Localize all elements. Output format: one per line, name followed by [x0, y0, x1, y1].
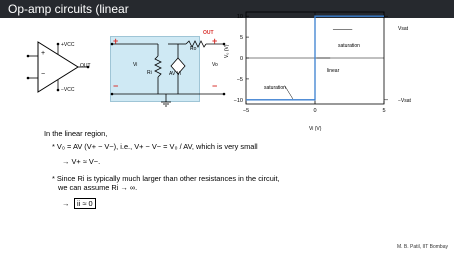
y-tick-label: −5 — [236, 76, 243, 83]
opamp-minus-vcc: −VCC — [61, 87, 75, 93]
opamp-symbol — [14, 34, 104, 104]
text-line-6-arrow: → — [62, 199, 70, 208]
graph-saturation-bottom: saturation — [264, 85, 286, 91]
model-out-tag: OUT — [203, 30, 214, 36]
model-minus-right: − — [212, 81, 218, 91]
text-line-5: we can assume Ri → ∞. — [58, 183, 138, 192]
model-vo-label: Vo — [212, 62, 218, 68]
model-minus-left: − — [113, 81, 119, 91]
opamp-out-label: OUT — [80, 63, 91, 69]
x-tick-label: 0 — [313, 108, 317, 114]
model-plus-right: + — [212, 36, 218, 46]
slide-footer: M. B. Patil, IIT Bombay — [396, 244, 448, 250]
text-line-1: In the linear region, — [44, 129, 108, 138]
model-ro-label: Ro — [190, 46, 197, 52]
text-line-3: → V+ ≈ V−. — [62, 157, 101, 166]
model-ri-label: Ri — [147, 70, 152, 76]
transfer-graph — [218, 4, 388, 114]
graph-x-axis-label: Vi (V) — [309, 126, 322, 132]
y-tick-label: 5 — [239, 35, 243, 42]
model-plus-left: + — [113, 36, 119, 46]
opamp-minus-sign: − — [41, 71, 46, 78]
text-line-4: * Since Ri is typically much larger than other resistances in the circuit, — [52, 174, 280, 183]
transfer-graph-svg — [218, 4, 388, 114]
graph-y-axis-label: V₀ (V) — [224, 44, 230, 58]
model-vi-label: Vi — [133, 62, 138, 68]
model-avvi-label: AV Vi — [169, 71, 182, 77]
x-tick-label: 5 — [382, 108, 386, 114]
opamp-plus-sign: + — [41, 50, 46, 57]
y-tick-label: −10 — [233, 97, 243, 104]
graph-saturation-top: saturation — [338, 43, 360, 49]
graph-vsat-neg-label: −Vsat — [398, 98, 411, 104]
y-tick-label: 10 — [236, 14, 243, 21]
text-line-2: * V₀ = AV (V+ − V−), i.e., V+ − V− = V₀ / AV, which is very small — [52, 142, 258, 151]
graph-linear-label: linear — [327, 68, 340, 74]
x-tick-label: −5 — [242, 108, 250, 114]
text-line-6-boxed: ii ≈ 0 — [74, 198, 96, 209]
opamp-plus-vcc: +VCC — [61, 42, 75, 48]
graph-vsat-pos-label: Vsat — [398, 26, 409, 32]
slide-title: Op-amp circuits (linear — [8, 2, 129, 16]
y-tick-label: 0 — [239, 56, 243, 62]
